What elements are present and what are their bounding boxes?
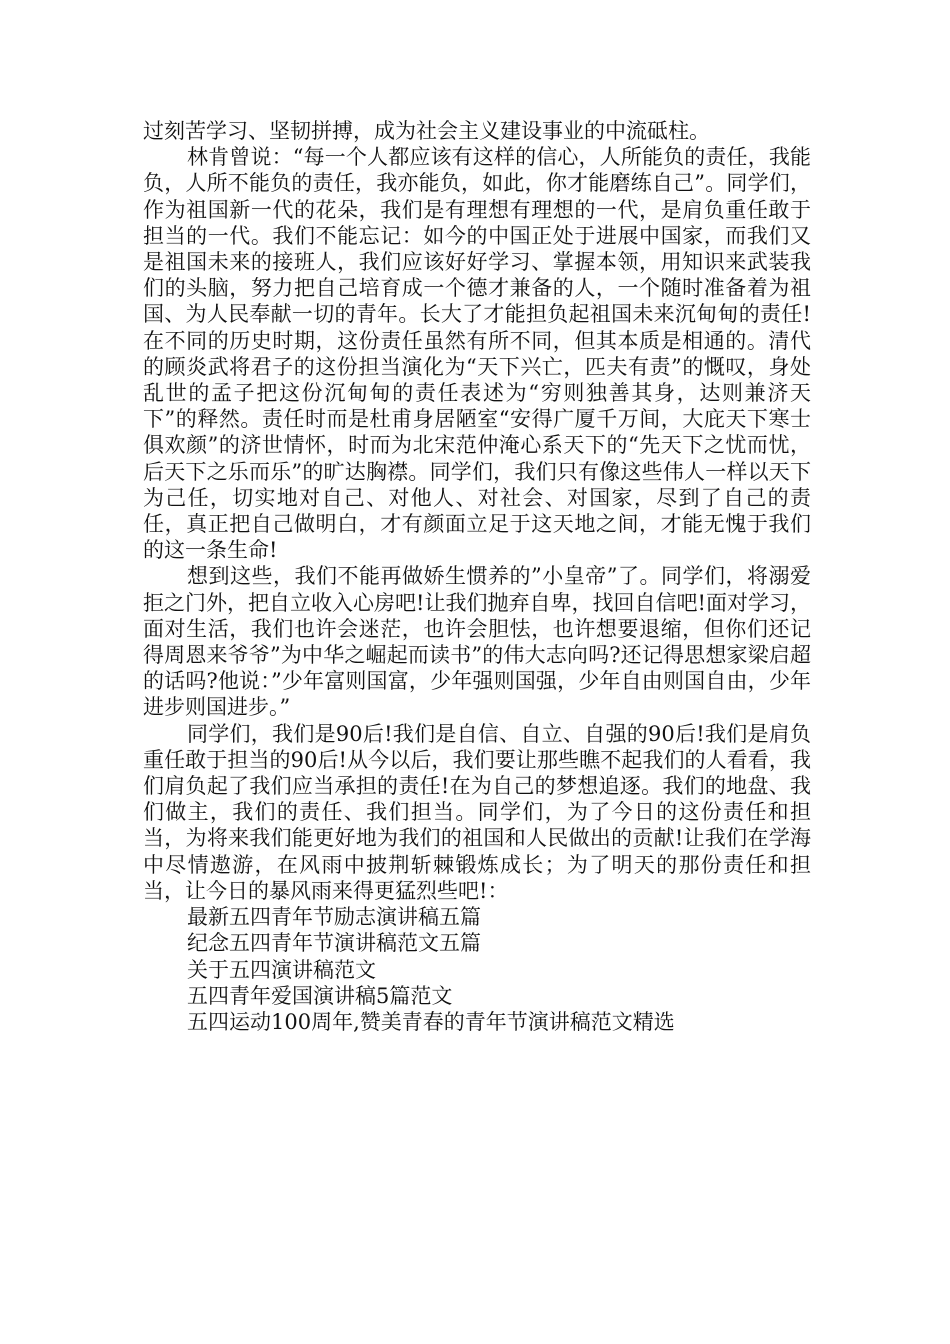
related-articles-list [143,904,811,1035]
related-article-link[interactable]: 五四运动100周年,赞美青春的青年节演讲稿范文精选 [187,1009,675,1034]
paragraph-little-emperor: 想到这些，我们不能再做娇生惯养的”小皇帝”了。同学们，将溺爱拒之门外，把自立收入心房吧!让我们抛弃自卑，找回自信吧!面对学习，面对生活，我们也许会迷茫，也许会胆怯，也许想要退缩，但你们还记得周恩来爷爷”为中华之崛起而读书”的伟大志向吗?还记得思想家梁启超的话吗?他说：”少年富则国富，少年强则国强，少年自由则国自由，少年进步则国进步。” [143,564,811,720]
paragraph-post-90s: 同学们，我们是90后!我们是自信、自立、自强的90后!我们是肩负重任敢于担当的90后!从今以后，我们要让那些瞧不起我们的人看看，我们肩负起了我们应当承担的责任!在为自己的梦想追逐。我们的地盘、我们做主，我们的责任、我们担当。同学们，为了今日的这份责任和担当，为将来我们能更好地为我们的祖国和人民做出的贡献!让我们在学海中尽情遨游，在风雨中披荆斩棘锻炼成长；为了明天的那份责任和担当，让今日的暴风雨来得更猛烈些吧!： [143,721,811,903]
paragraph-lincoln-quote: 林肯曾说：“每一个人都应该有这样的信心，人所能负的责任，我能负，人所不能负的责任，我亦能负，如此，你才能磨练自己”。同学们，作为祖国新一代的花朵，我们是有理想有理想的一代，是肩负重任敢于担当的一代。我们不能忘记：如今的中国正处于进展中国家，而我们又是祖国未来的接班人，我们应该好好学习、掌握本领，用知识来武装我们的头脑，努力把自己培育成一个德才兼备的人，一个随时准备着为祖国、为人民奉献一切的青年。长大了才能担负起祖国未来沉甸甸的责任!在不同的历史时期，这份责任虽然有所不同，但其本质是相通的。清代的顾炎武将君子的这份担当演化为“天下兴亡，匹夫有责”的慨叹，身处乱世的孟子把这份沉甸甸的责任表述为“穷则独善其身，达则兼济天下”的释然。责任时而是杜甫身居陋室“安得广厦千万间，大庇天下寒士俱欢颜”的济世情怀，时而为北宋范仲淹心系天下的“先天下之忧而忧，后天下之乐而乐”的旷达胸襟。同学们，我们只有像这些伟人一样以天下为己任，切实地对自己、对他人、对社会、对国家，尽到了自己的责任，真正把自己做明白，才有颜面立足于这天地之间，才能无愧于我们的这一条生命! [143,145,811,563]
paragraph-continuation: 过刻苦学习、坚韧拼搏，成为社会主义建设事业的中流砥柱。 [143,119,710,143]
related-article-link[interactable]: 纪念五四青年节演讲稿范文五篇 [187,931,481,956]
document-body [143,118,811,1035]
related-article-link[interactable]: 最新五四青年节励志演讲稿五篇 [187,905,481,930]
related-article-link[interactable]: 五四青年爱国演讲稿5篇范文 [187,983,453,1008]
related-article-link[interactable]: 关于五四演讲稿范文 [187,957,376,982]
